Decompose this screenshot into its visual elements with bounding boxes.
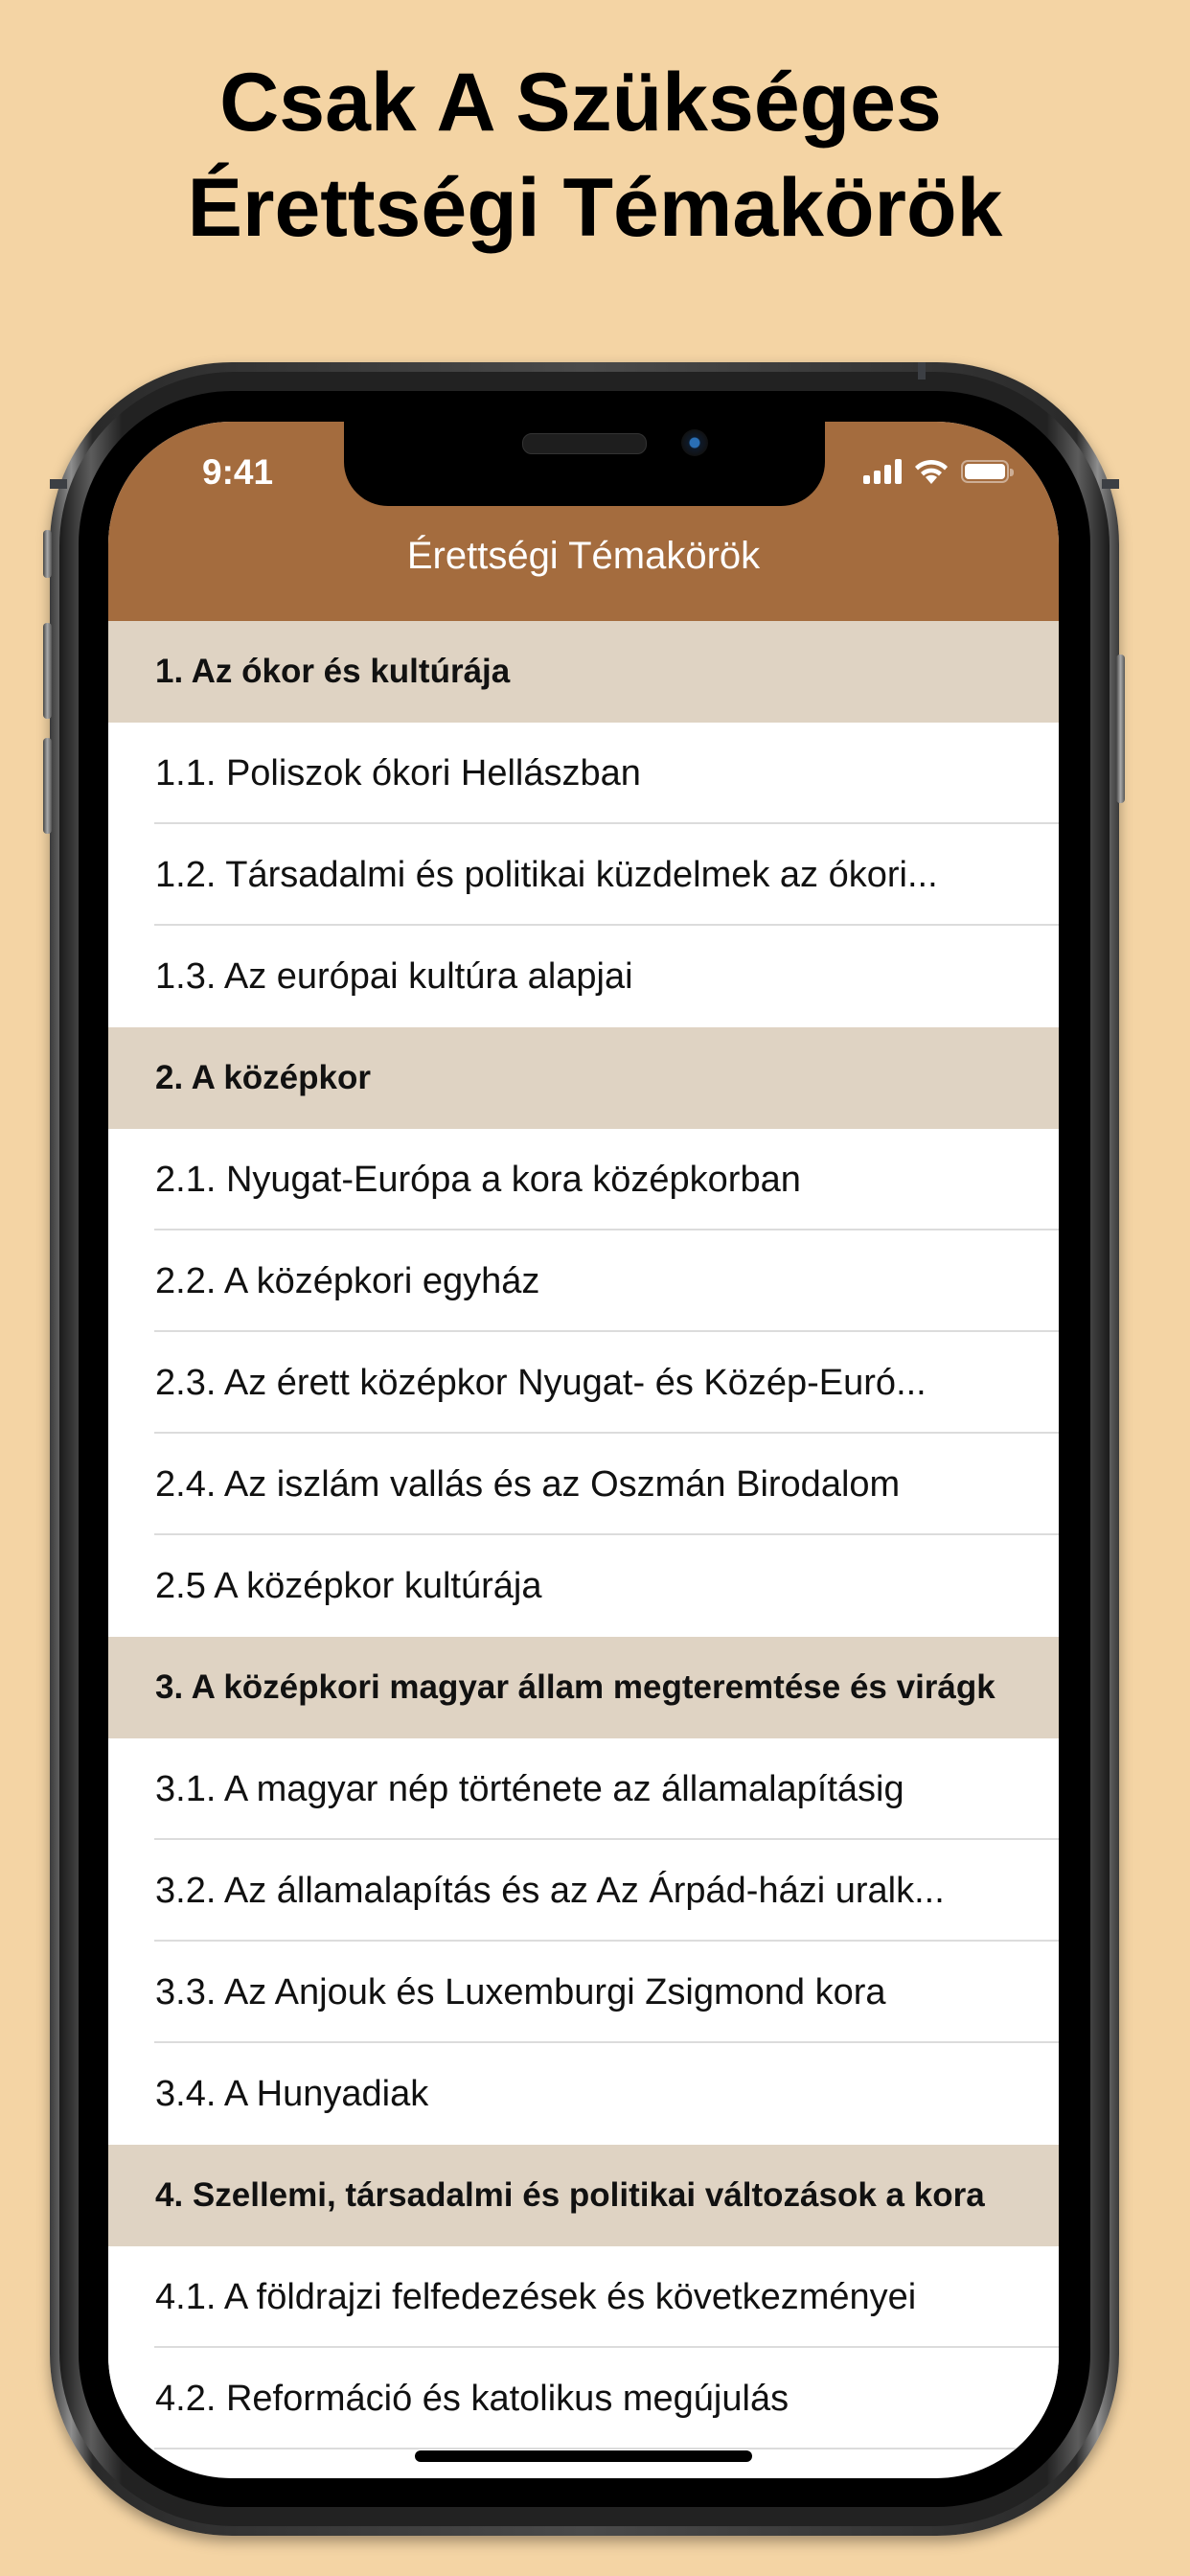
list-item[interactable]	[108, 1230, 1059, 1332]
list-item-label: 2.1. Nyugat-Európa a kora középkorban	[155, 1159, 801, 1200]
volume-up-button	[43, 623, 52, 719]
cellular-signal-icon	[863, 459, 902, 484]
list-item-label: 1.3. Az európai kultúra alapjai	[155, 955, 633, 997]
promo-headline-line1: Csak A Szükséges	[219, 57, 942, 149]
list-item-label: 2.5 A középkor kultúrája	[155, 1565, 542, 1606]
speaker-grille	[522, 433, 647, 454]
list-item[interactable]	[108, 824, 1059, 926]
list-item-label: 1.2. Társadalmi és politikai küzdelmek az ókori...	[155, 854, 938, 895]
status-icons	[863, 456, 1009, 487]
list-item[interactable]	[108, 1840, 1059, 1942]
wifi-icon	[913, 458, 950, 485]
battery-icon	[961, 460, 1009, 483]
list-item[interactable]	[108, 1738, 1059, 1840]
section-header	[108, 1027, 1059, 1129]
silent-switch	[43, 530, 52, 578]
home-indicator[interactable]	[415, 2450, 752, 2462]
list-item[interactable]	[108, 1434, 1059, 1535]
camera-notch	[344, 422, 825, 506]
nav-title: Érettségi Témakörök	[406, 535, 761, 577]
list-item-label: 2.4. Az iszlám vallás és az Oszmán Birodalom	[155, 1463, 901, 1505]
list-item-label: 3.1. A magyar nép története az államalapításig	[155, 1768, 904, 1809]
list-item-label: 3.3. Az Anjouk és Luxemburgi Zsigmond kora	[155, 1971, 886, 2012]
list-item[interactable]	[108, 2348, 1059, 2450]
list-item-label: 3.4. A Hunyadiak	[155, 2073, 429, 2114]
list-item[interactable]	[108, 1129, 1059, 1230]
section-header	[108, 621, 1059, 723]
app-screen	[108, 422, 1059, 2478]
list-item-label: 2.3. Az érett középkor Nyugat- és Közép-Euró...	[155, 1362, 927, 1403]
antenna-band-left	[50, 479, 67, 489]
front-camera	[681, 429, 708, 456]
section-header-label: 2. A középkor	[155, 1059, 371, 1096]
list-item-label: 4.1. A földrajzi felfedezések és következményei	[155, 2276, 917, 2317]
section-header	[108, 2145, 1059, 2246]
status-time: 9:41	[202, 452, 274, 492]
promo-headline-line2: Érettségi Témakörök	[187, 162, 1003, 254]
promo-headline	[0, 50, 1190, 261]
section-header	[108, 1637, 1059, 1738]
list-item[interactable]	[108, 2246, 1059, 2348]
antenna-band-top	[918, 362, 926, 380]
list-item-label: 4.2. Reformáció és katolikus megújulás	[155, 2378, 790, 2419]
navigation-bar	[108, 422, 1059, 621]
list-item[interactable]	[108, 1332, 1059, 1434]
section-header-label: 3. A középkori magyar állam megteremtése és virágk	[155, 1668, 995, 1706]
list-item-label: 2.2. A középkori egyház	[155, 1260, 540, 1301]
row-separator	[154, 2448, 1059, 2450]
section-header-label: 4. Szellemi, társadalmi és politikai változások a kora	[155, 2176, 985, 2214]
topic-list[interactable]	[108, 621, 1059, 2450]
volume-down-button	[43, 738, 52, 834]
list-item-label: 1.1. Poliszok ókori Hellászban	[155, 752, 641, 794]
power-button	[1116, 655, 1125, 803]
list-item[interactable]	[108, 2043, 1059, 2145]
list-item[interactable]	[108, 1535, 1059, 1637]
list-item-label: 3.2. Az államalapítás és az Az Árpád-házi uralk...	[155, 1870, 945, 1911]
antenna-band-right	[1102, 479, 1119, 489]
section-header-label: 1. Az ókor és kultúrája	[155, 653, 511, 690]
list-item[interactable]	[108, 926, 1059, 1027]
list-item[interactable]	[108, 1942, 1059, 2043]
list-item[interactable]	[108, 723, 1059, 824]
